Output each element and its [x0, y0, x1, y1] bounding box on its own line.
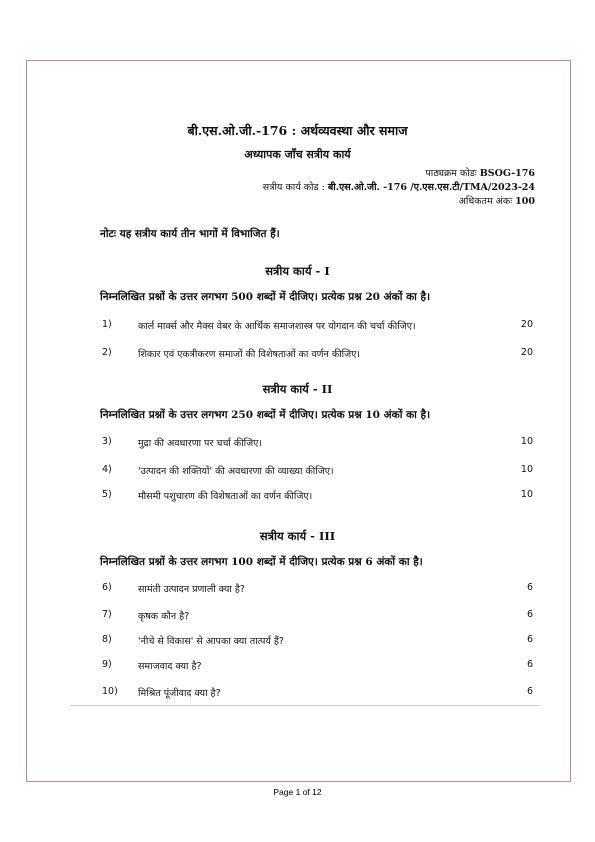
- question-row: [0, 686, 595, 702]
- section-1-instruction: निम्नलिखित प्रश्नों के उत्तर लगभग 500 शब्दों में दीजिए। प्रत्येक प्रश्न 20 अंकों का है।: [100, 291, 431, 303]
- bottom-divider: [70, 705, 540, 706]
- question-marks: 6: [526, 659, 533, 670]
- page-number: Page 1 of 12: [273, 787, 322, 797]
- question-row: [0, 489, 595, 505]
- question-text: सामंती उत्पादन प्रणाली क्या है?: [138, 584, 245, 595]
- question-number: 7): [102, 609, 112, 620]
- question-row: [0, 436, 595, 452]
- section-3-instruction: निम्नलिखित प्रश्नों के उत्तर लगभग 100 शब्दों में दीजिए। प्रत्येक प्रश्न 6 अंकों का है।: [100, 556, 423, 568]
- question-number: 4): [102, 464, 112, 475]
- question-row: [0, 319, 595, 335]
- question-number: 2): [102, 347, 112, 358]
- question-number: 1): [102, 319, 112, 330]
- section-2-title: सत्रीय कार्य - II: [262, 382, 333, 396]
- question-number: 3): [102, 436, 112, 447]
- course-code-value: BSOG-176: [479, 168, 535, 179]
- assignment-code-value: बी.एस.ओ.जी. -176 /ए.एस.एस.टी/TMA/2023-24: [327, 182, 535, 193]
- question-marks: 6: [526, 609, 533, 620]
- question-row: [0, 609, 595, 625]
- question-number: 8): [102, 634, 112, 645]
- question-row: [0, 464, 595, 480]
- question-number: 6): [102, 582, 112, 593]
- question-marks: 10: [520, 436, 533, 447]
- document-title: बी.एस.ओ.जी.-176 : अर्थव्यवस्था और समाज: [187, 123, 408, 138]
- question-text: मुद्रा की अवधारणा पर चर्चा कीजिए।: [138, 438, 263, 449]
- question-text: शिकार एवं एकत्रीकरण समाजों की विशेषताओं का वर्णन कीजिए।: [138, 349, 360, 360]
- max-marks-value: 100: [515, 196, 535, 207]
- question-text: कृषक कौन है?: [138, 611, 190, 622]
- question-number: 9): [102, 659, 112, 670]
- question-text: 'उत्पादन की शक्तियों' की अवधारणा की व्याख्या कीजिए।: [138, 466, 334, 477]
- question-number: 5): [102, 489, 112, 500]
- question-text: समाजवाद क्या है?: [138, 661, 202, 672]
- course-code-label: पाठ्यक्रम कोडः: [425, 168, 477, 179]
- max-marks-line: [459, 195, 535, 208]
- question-text: मिश्रित पूंजीवाद क्या है?: [138, 688, 221, 699]
- course-code-line: [425, 167, 535, 180]
- question-row: [0, 659, 595, 675]
- question-row: [0, 582, 595, 598]
- question-text: कार्ल मार्क्स और मैक्स वेबर के आर्थिक समाजशास्त्र पर योगदान की चर्चा कीजिए।: [138, 321, 416, 332]
- assignment-code-label: सत्रीय कार्य कोड :: [262, 182, 325, 193]
- question-marks: 20: [520, 319, 533, 330]
- question-number: 10): [102, 686, 118, 697]
- section-3-title: सत्रीय कार्य - III: [259, 529, 336, 543]
- document-subtitle: अध्यापक जाँच सत्रीय कार्य: [244, 148, 351, 161]
- section-1-title: सत्रीय कार्य - I: [265, 264, 330, 278]
- question-marks: 20: [520, 347, 533, 358]
- question-row: [0, 347, 595, 363]
- note-text: नोटः यह सत्रीय कार्य तीन भागों में विभाजित हैं।: [100, 228, 280, 240]
- question-marks: 10: [520, 464, 533, 475]
- question-text: 'नीचे से विकास' से आपका क्या तात्पर्य हैं?: [138, 636, 284, 647]
- assignment-code-line: [263, 181, 535, 194]
- question-row: [0, 634, 595, 650]
- section-2-instruction: निम्नलिखित प्रश्नों के उत्तर लगभग 250 शब्दों में दीजिए। प्रत्येक प्रश्न 10 अंकों का है।: [100, 409, 431, 421]
- question-marks: 6: [526, 582, 533, 593]
- question-marks: 10: [520, 489, 533, 500]
- question-marks: 6: [526, 686, 533, 697]
- max-marks-label: अधिकतम अंकः: [458, 196, 513, 207]
- question-text: मौसमी पशुचारण की विशेषताओं का वर्णन कीजिए।: [138, 491, 313, 502]
- question-marks: 6: [526, 634, 533, 645]
